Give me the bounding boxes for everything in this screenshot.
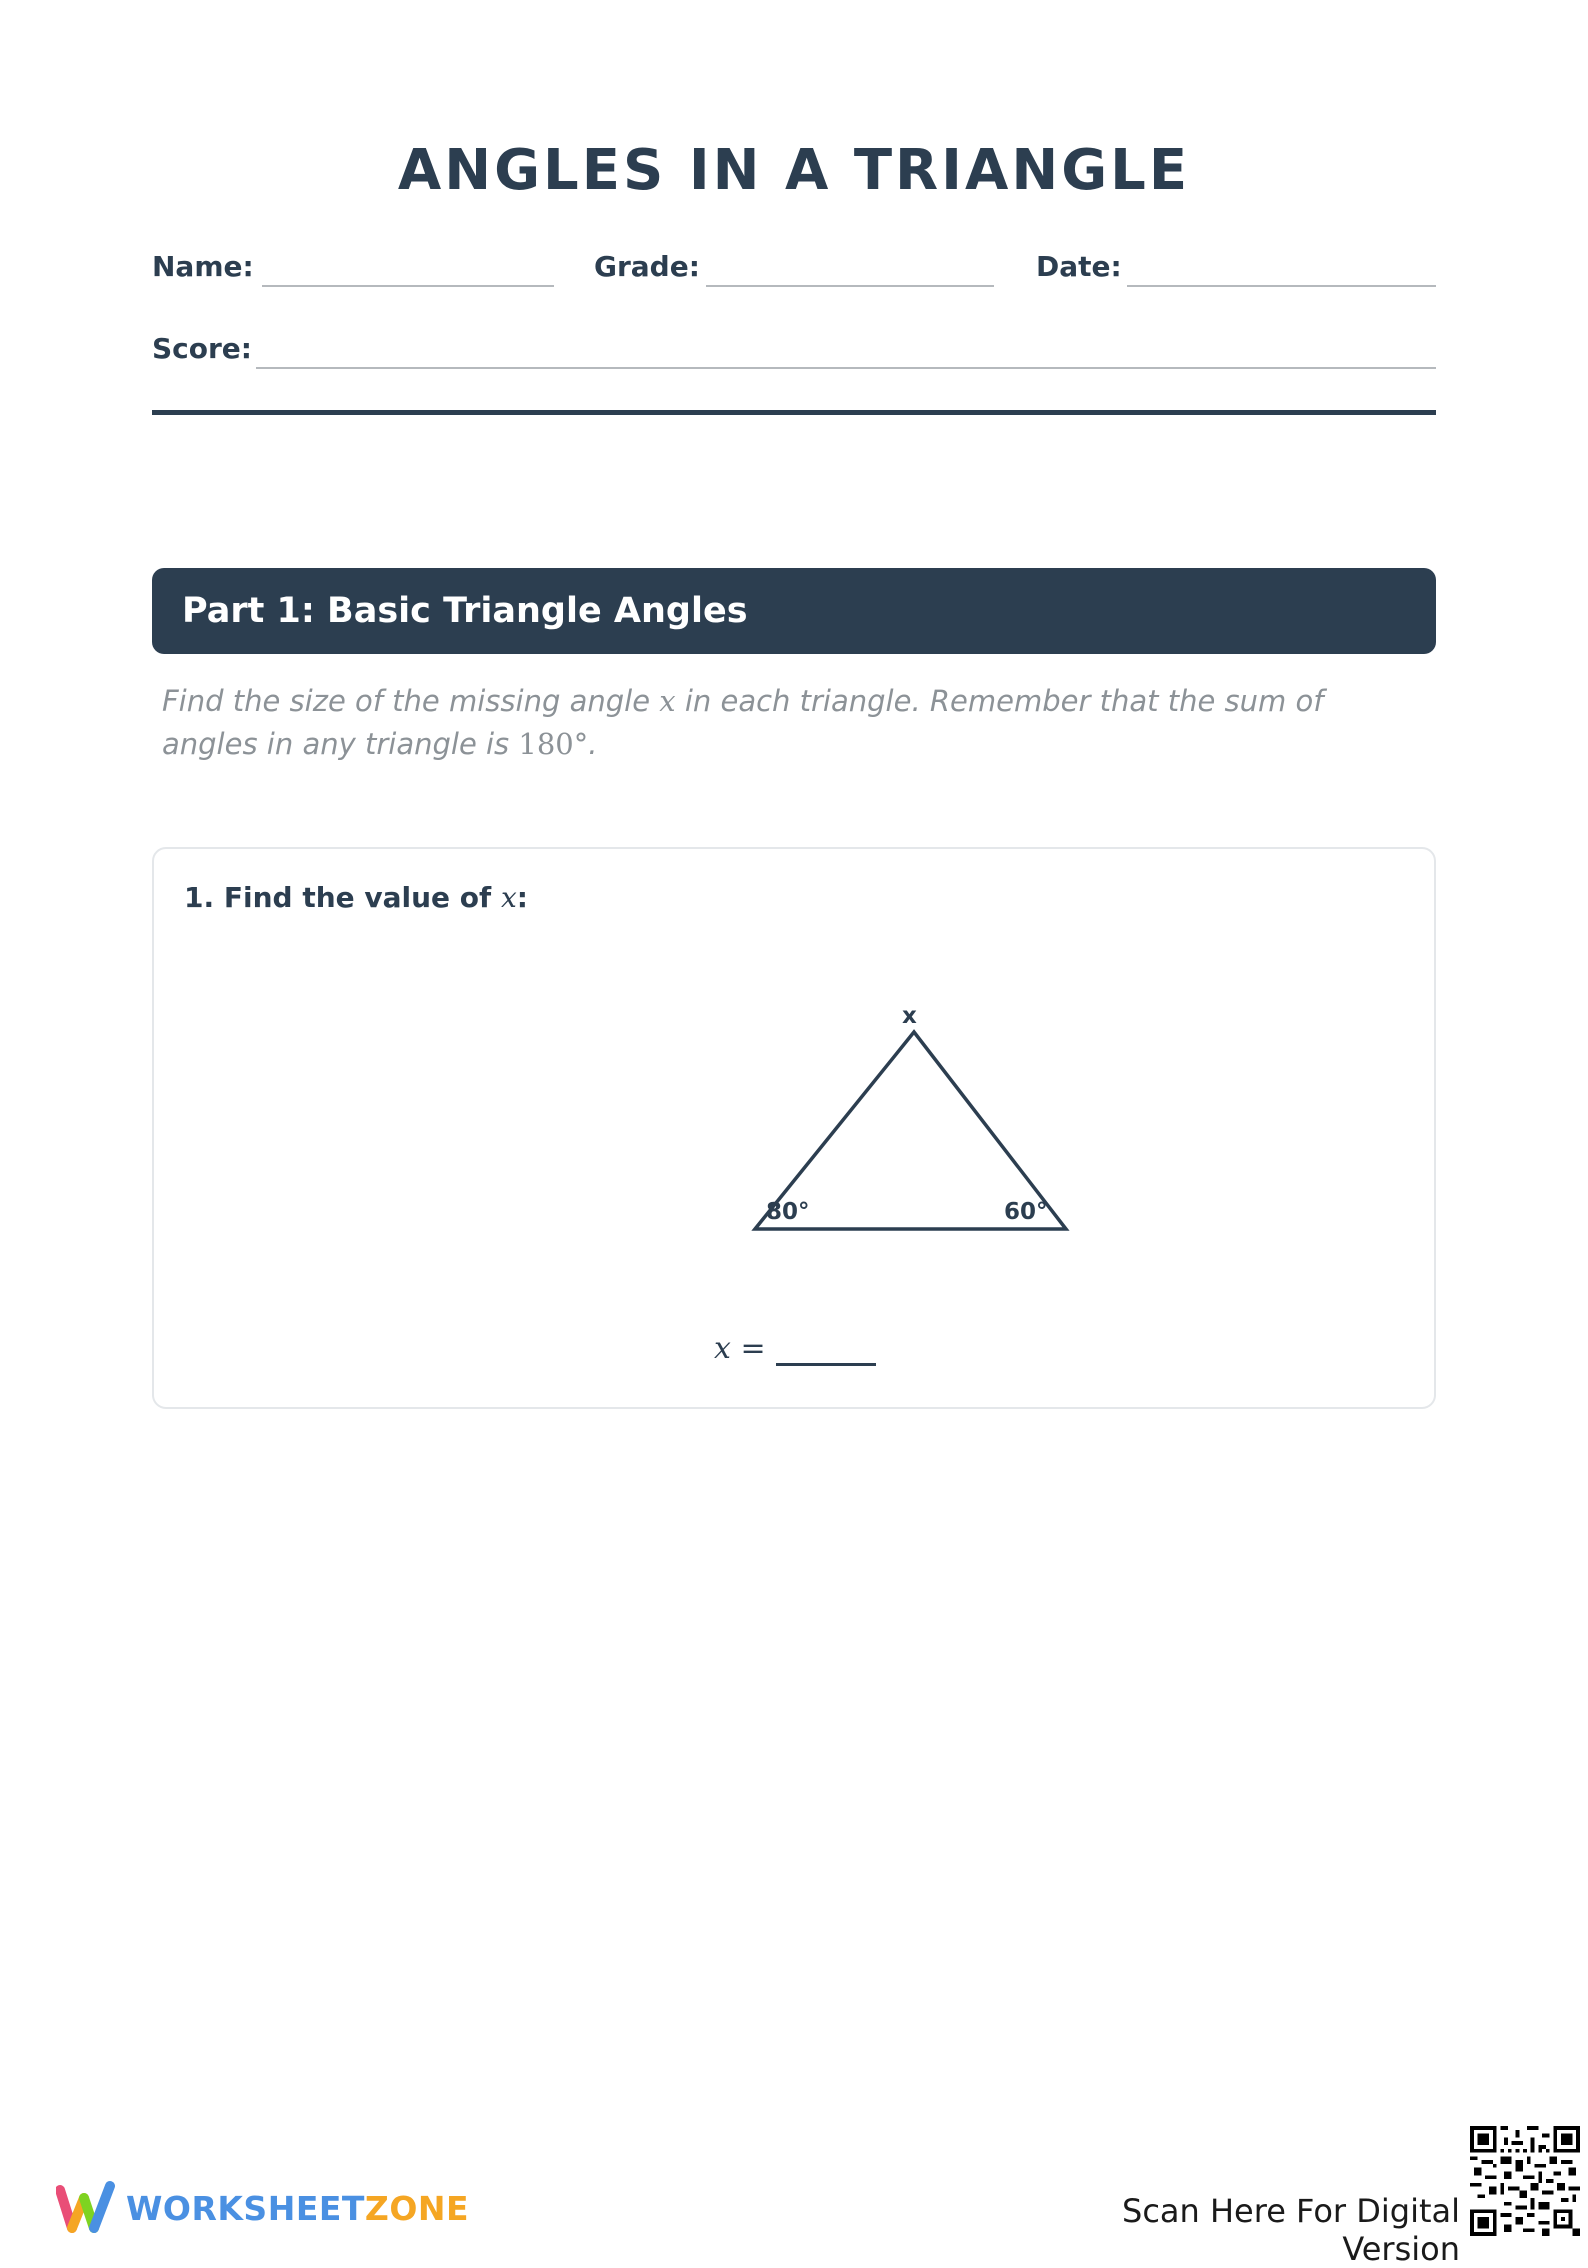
- question-variable: x: [500, 881, 517, 914]
- brand-logo[interactable]: [56, 2180, 469, 2236]
- scan-instructions: Scan Here For Digital Version: [1122, 2192, 1460, 2268]
- question-card: [152, 847, 1436, 1409]
- instructions-value: 180°: [518, 727, 589, 761]
- answer-prefix: x =: [714, 1331, 766, 1366]
- name-label: Name:: [152, 250, 254, 283]
- instructions-end: .: [588, 727, 598, 761]
- instructions-text-1: Find the size of the missing angle: [162, 684, 660, 718]
- answer-blank[interactable]: [776, 1333, 876, 1366]
- instructions-variable: x: [659, 684, 676, 718]
- question-prefix: 1. Find the value of: [184, 881, 501, 914]
- instructions: [162, 680, 1424, 766]
- right-angle-label: 60°: [1004, 1199, 1048, 1225]
- logo-w-icon: [56, 2180, 118, 2236]
- question-suffix: :: [516, 881, 528, 914]
- brand-part-1: WORKSHEET: [126, 2188, 365, 2228]
- section-title: Part 1: Basic Triangle Angles: [182, 591, 748, 631]
- top-angle-label: x: [902, 1003, 917, 1029]
- brand-part-2: ZONE: [364, 2188, 470, 2228]
- grade-label: Grade:: [594, 250, 700, 283]
- left-angle-label: 80°: [766, 1199, 810, 1225]
- triangle-diagram: [154, 849, 1434, 1409]
- qr-code-icon[interactable]: [1470, 2126, 1580, 2236]
- section-header: [152, 568, 1436, 654]
- worksheet-title: ANGLES IN A TRIANGLE: [397, 138, 1191, 203]
- date-field[interactable]: [1127, 285, 1436, 287]
- name-field[interactable]: [262, 285, 554, 287]
- score-field[interactable]: [256, 367, 1436, 369]
- score-label: Score:: [152, 332, 252, 365]
- header-divider: [152, 410, 1436, 415]
- brand-name: [126, 2189, 469, 2228]
- date-label: Date:: [1036, 250, 1122, 283]
- answer-row: [714, 1331, 876, 1366]
- grade-field[interactable]: [706, 285, 994, 287]
- instructions-text-2: in each triangle. Remember that the sum of angles in any triangle is: [162, 684, 1324, 761]
